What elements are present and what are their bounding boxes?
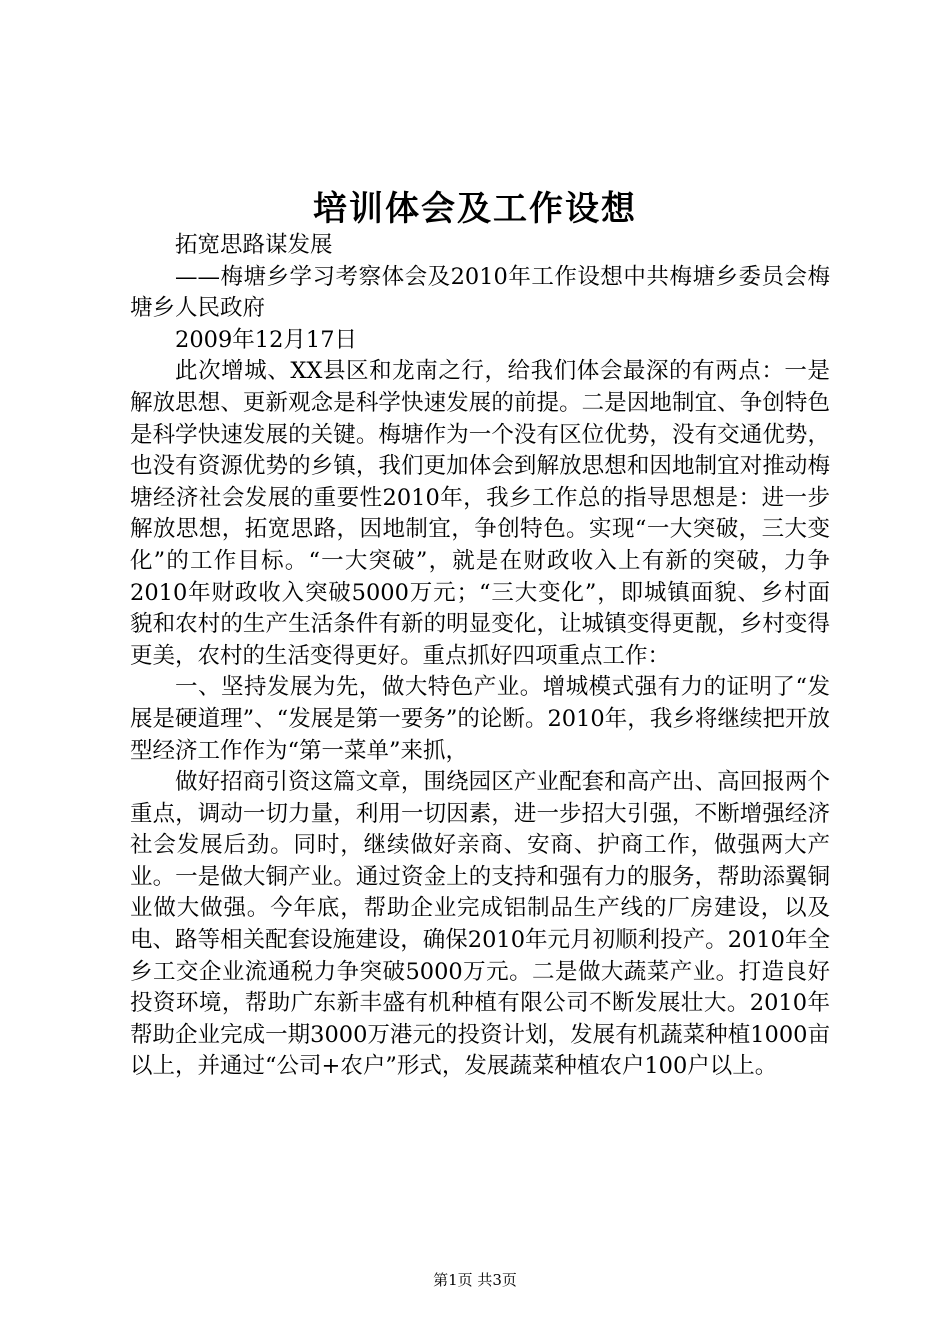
page-footer: 第1页 共3页	[433, 1271, 517, 1289]
body-paragraph: 一、坚持发展为先，做大特色产业。增城模式强有力的证明了“发展是硬道理”、“发展是第一要务”的论断。2010年，我乡将继续把开放型经济工作作为“第一菜单”来抓，	[130, 674, 830, 764]
date-paragraph: 2009年12月17日	[175, 326, 358, 353]
body-paragraph: 做好招商引资这篇文章，围绕园区产业配套和高产出、高回报两个重点，调动一切力量，利用一切因素，进一步招大引强，不断增强经济社会发展后劲。同时，继续做好亲商、安商、护商工作，做强两大产业。一是做大铜产业。通过资金上的支持和强有力的服务，帮助添翼铜业做大做强。今年底，帮助企业完成铝制品生产线的厂房建设，以及电、路等相关配套设施建设，确保2010年元月初顺利投产。2010年全乡工交企业流通税力争突破5000万元。二是做大蔬菜产业。打造良好投资环境，帮助广东新丰盛有机种植有限公司不断发展壮大。2010年帮助企业完成一期3000万港元的投资计划，发展有机蔬菜种植1000亩以上，并通过“公司+农户”形式，发展蔬菜种植农户100户以上。	[130, 769, 830, 1080]
subtitle-paragraph: 拓宽思路谋发展	[175, 232, 333, 258]
byline-paragraph: ——梅塘乡学习考察体会及2010年工作设想中共梅塘乡委员会梅塘乡人民政府	[130, 263, 830, 322]
body-paragraph: 此次增城、XX县区和龙南之行，给我们体会最深的有两点：一是解放思想、更新观念是科学快速发展的前提。二是因地制宜、争创特色是科学快速发展的关键。梅塘作为一个没有区位优势，没有交通优势，也没有资源优势的乡镇，我们更加体会到解放思想和因地制宜对推动梅塘经济社会发展的重要性2010年，我乡工作总的指导思想是：进一步解放思想，拓宽思路，因地制宜，争创特色。实现“一大突破，三大变化”的工作目标。“一大突破”，就是在财政收入上有新的突破，力争2010年财政收入突破5000万元；“三大变化”，即城镇面貌、乡村面貌和农村的生产生活条件有新的明显变化，让城镇变得更靓，乡村变得更美，农村的生活变得更好。重点抓好四项重点工作：	[130, 358, 830, 669]
document-body	[130, 230, 830, 1083]
document-title: 培训体会及工作设想	[313, 189, 637, 229]
